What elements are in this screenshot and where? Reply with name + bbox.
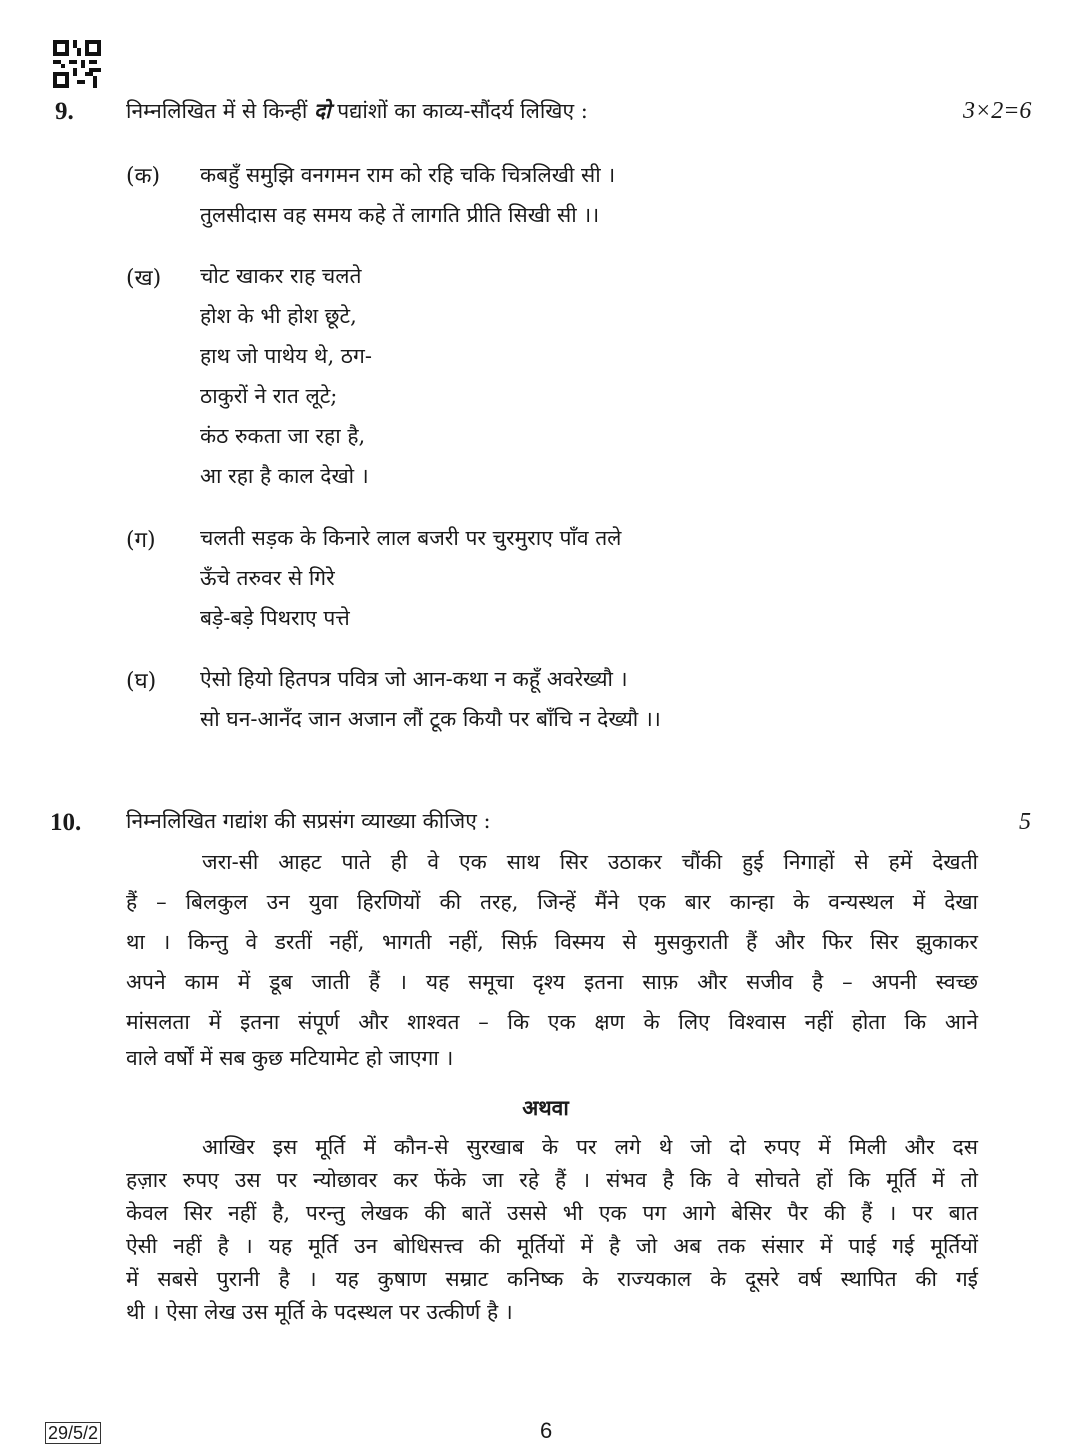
verse-line: ऊँचे तरुवर से गिरे [200,566,335,590]
verse-line: कबहुँ समुझि वनगमन राम को रहि चकि चित्रलिखी सी । [200,163,616,187]
passage-2 [126,1132,978,1327]
question-10-marks: 5 [1019,809,1031,835]
verse-line: बड़े-बड़े पिथराए पत्ते [200,606,350,630]
passage-1 [126,847,978,1073]
passage-line: थी । ऐसा लेख उस मूर्ति के पदस्थल पर उत्कीर्ण है । [126,1300,513,1324]
passage-line: ऐसी नहीं है । यह मूर्ति उन बोधिसत्त्व की मूर्तियों में है जो अब तक संसार में पाई गई मूर्तियों [126,1234,978,1258]
verse-line: चलती सड़क के किनारे लाल बजरी पर चुरमुराए पाँव तले [200,526,622,550]
verse-line: होश के भी होश छूटे, [200,304,357,328]
item-label-ka: (क) [126,164,161,189]
verse-line: आ रहा है काल देखो । [200,464,369,488]
passage-line: हैं – बिलकुल उन युवा हिरणियों की तरह, जिन्हें मैंने एक बार कान्हा के वन्यस्थल में देखा [126,890,978,914]
or-heading: अथवा [522,1095,569,1120]
question-9-number: 9. [55,98,74,125]
passage-line: में सबसे पुरानी है । यह कुषाण सम्राट कनिष्क के राज्यकाल के दूसरे वर्ष स्थापित की गई [126,1267,978,1291]
passage-line: वाले वर्षों में सब कुछ मटियामेट हो जाएगा । [126,1046,454,1070]
passage-line: हज़ार रुपए उस पर न्योछावर कर फेंके जा रहे हैं । संभव है कि वे सोचते हों कि मूर्ति में तो [126,1168,978,1192]
verse-line: चोट खाकर राह चलते [200,264,362,288]
passage-line: आखिर इस मूर्ति में कौन-से सुरखाब के पर लगे थे जो दो रुपए में मिली और दस [202,1135,978,1159]
passage-line: मांसलता में इतना संपूर्ण और शाश्वत – कि एक क्षण के लिए विश्वास नहीं होता कि आने [126,1010,978,1034]
passage-line: केवल सिर नहीं है, परन्तु लेखक की बातें उससे भी एक पग आगे बेसिर पैर की हैं । पर बात [126,1201,978,1225]
item-label-gha: (घ) [126,669,157,694]
emphasis-do: दो [313,98,331,123]
paper-code: 29/5/2 [45,1422,101,1444]
item-label-kha: (ख) [126,266,162,291]
qr-code-icon [53,40,101,88]
passage-line: अपने काम में डूब जाती हैं । यह समूचा दृश्य इतना साफ़ और सजीव है – अपनी स्वच्छ [126,970,978,994]
question-10-number: 10. [50,809,82,836]
question-9-marks: 3×2=6 [963,98,1032,124]
verse-line: हाथ जो पाथेय थे, ठग- [200,344,372,368]
verse-line: सो घन-आनँद जान अजान लौं टूक कियौ पर बाँचि न देख्यौ ।। [200,707,661,731]
page-number: 6 [540,1418,553,1443]
passage-line: जरा-सी आहट पाते ही वे एक साथ सिर उठाकर चौंकी हुई निगाहों से हमें देखती [202,850,978,874]
question-9-prompt: निम्नलिखित में से किन्हीं दो पद्यांशों का काव्य-सौंदर्य लिखिए : [126,98,588,123]
item-label-ga: (ग) [126,528,156,553]
verse-line: तुलसीदास वह समय कहे तें लागति प्रीति सिखी सी ।। [200,203,600,227]
question-10-prompt: निम्नलिखित गद्यांश की सप्रसंग व्याख्या कीजिए : [126,809,491,833]
verse-line: ऐसो हियो हितपत्र पवित्र जो आन-कथा न कहूँ अवरेख्यौ । [200,667,628,691]
verse-line: कंठ रुकता जा रहा है, [200,424,366,448]
passage-line: था । किन्तु वे डरतीं नहीं, भागती नहीं, सिर्फ़ विस्मय से मुसकुराती हैं और फिर सिर झुकाकर [126,930,978,954]
verse-line: ठाकुरों ने रात लूटे; [200,384,338,408]
